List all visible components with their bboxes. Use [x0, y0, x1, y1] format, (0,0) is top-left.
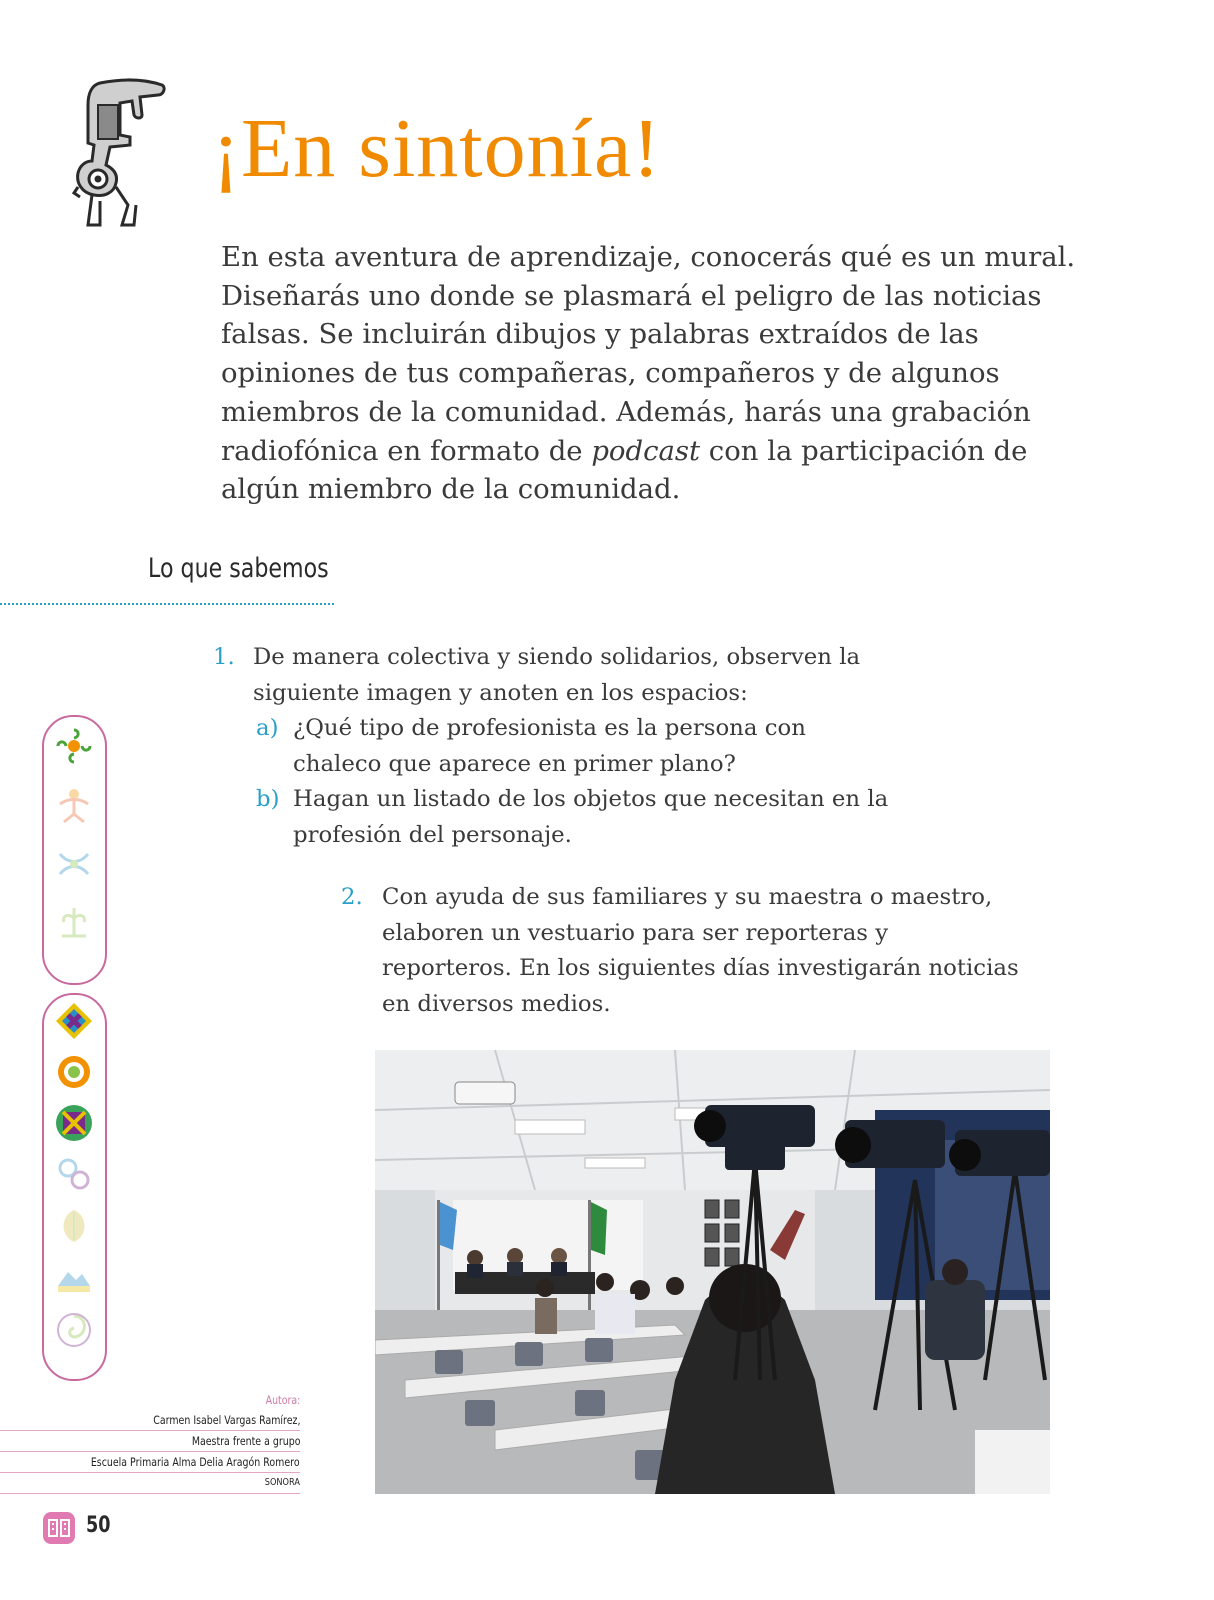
x-cross-icon — [54, 1103, 94, 1143]
author-label — [0, 1390, 300, 1410]
page-number: 50 — [86, 1513, 111, 1538]
author-role-text: Maestra frente a grupo — [191, 1434, 300, 1448]
activity-1a-text: ¿Qué tipo de profesionista es la persona con chaleco que aparece en primer plano? — [293, 715, 806, 777]
flower-icon — [54, 726, 94, 766]
intro-text-start: En esta aventura de aprendizaje, conocerás qué es un mural. Diseñarás uno donde se plasmará el peligro de las noticias falsas. Se incluirán dibujos y palabras extraídos de las opiniones de tus compañeras, compañeros y de algunos miembros de la comunidad. Además, harás una grabación radiofónica en formato de — [221, 241, 1076, 467]
author-name-text: Carmen Isabel Vargas Ramírez, — [152, 1413, 300, 1427]
activity-2-text: Con ayuda de sus familiares y su maestra o maestro, elaboren un vestuario para ser reporteras y reporteros. En los siguientes días investigarán noticias en diversos medios. — [382, 884, 1019, 1017]
activity-1b-text: Hagan un listado de los objetos que necesitan en la profesión del personaje. — [293, 786, 889, 848]
intro-paragraph — [221, 238, 1081, 509]
press-conference-photo — [375, 1050, 1050, 1494]
author-school-text: Escuela Primaria Alma Delia Aragón Romero — [91, 1455, 300, 1469]
landscape-icon — [54, 1258, 94, 1298]
author-school — [0, 1452, 300, 1473]
author-label-text: Autora: — [265, 1393, 300, 1407]
author-state-text: SONORA — [264, 1477, 300, 1488]
section-divider — [0, 603, 334, 605]
book-glyph-icon — [42, 1511, 76, 1545]
plant-figure-icon — [54, 902, 94, 942]
dancer-icon — [54, 786, 94, 826]
compass-star-icon — [54, 1001, 94, 1041]
figures-icon — [54, 844, 94, 884]
activity-1b-letter: b) — [256, 786, 280, 812]
link-icon — [54, 1154, 94, 1194]
spiral-icon — [54, 1052, 94, 1092]
intro-italic-term: podcast — [591, 434, 701, 467]
author-state — [0, 1473, 300, 1494]
activity-1-text: De manera colectiva y siendo solidarios, observen la siguiente imagen y anoten en los espacios: — [253, 644, 861, 706]
intro-text-end: con la participación de algún miembro de la comunidad. — [221, 434, 1028, 506]
author-role — [0, 1431, 300, 1452]
author-name — [0, 1410, 300, 1431]
activity-2-number: 2. — [341, 884, 363, 910]
swirl-icon — [54, 1310, 94, 1350]
mascot-icon — [70, 75, 170, 230]
section-heading: Lo que sabemos — [148, 553, 329, 584]
activity-1a-letter: a) — [256, 715, 279, 741]
leaf-icon — [54, 1206, 94, 1246]
activity-1-number: 1. — [213, 644, 235, 670]
page-title: ¡En sintonía! — [212, 102, 662, 195]
